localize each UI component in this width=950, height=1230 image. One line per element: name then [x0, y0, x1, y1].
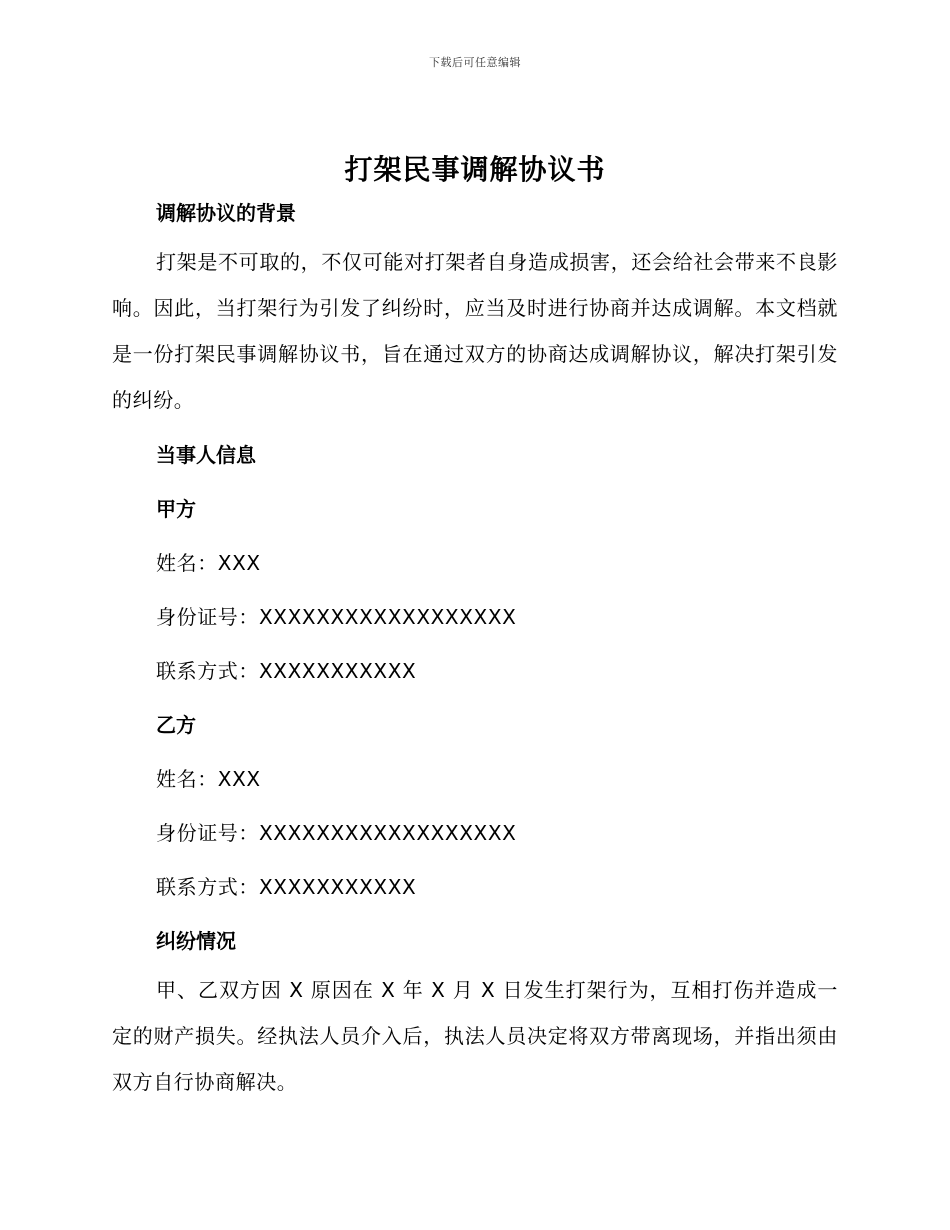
- party-a-name: 姓名：XXX: [156, 551, 261, 575]
- document-body: [112, 197, 838, 1105]
- party-a-id-number: 身份证号：XXXXXXXXXXXXXXXXXX: [156, 605, 517, 629]
- section-heading-background: 调解协议的背景: [156, 201, 296, 225]
- document-title: 打架民事调解协议书: [344, 153, 606, 186]
- section-heading-dispute: 纠纷情况: [156, 929, 236, 953]
- header-note: 下载后可任意编辑: [429, 56, 521, 69]
- party-b-id-number: 身份证号：XXXXXXXXXXXXXXXXXX: [156, 821, 517, 845]
- party-a-contact: 联系方式：XXXXXXXXXXX: [156, 659, 417, 683]
- party-b-heading: 乙方: [156, 713, 196, 737]
- party-b-name: 姓名：XXX: [156, 767, 261, 791]
- party-b-contact: 联系方式：XXXXXXXXXXX: [156, 875, 417, 899]
- party-a-heading: 甲方: [156, 497, 196, 521]
- background-paragraph: 打架是不可取的，不仅可能对打架者自身造成损害，还会给社会带来不良影响。因此，当打架行为引发了纠纷时，应当及时进行协商并达成调解。本文档就是一份打架民事调解协议书，旨在通过双方的协商达成调解协议，解决打架引发的纠纷。: [112, 250, 838, 412]
- dispute-paragraph: 甲、乙双方因 X 原因在 X 年 X 月 X 日发生打架行为，互相打伤并造成一定的财产损失。经执法人员介入后，执法人员决定将双方带离现场，并指出须由双方自行协商解决。: [112, 978, 838, 1094]
- section-heading-parties: 当事人信息: [156, 443, 256, 467]
